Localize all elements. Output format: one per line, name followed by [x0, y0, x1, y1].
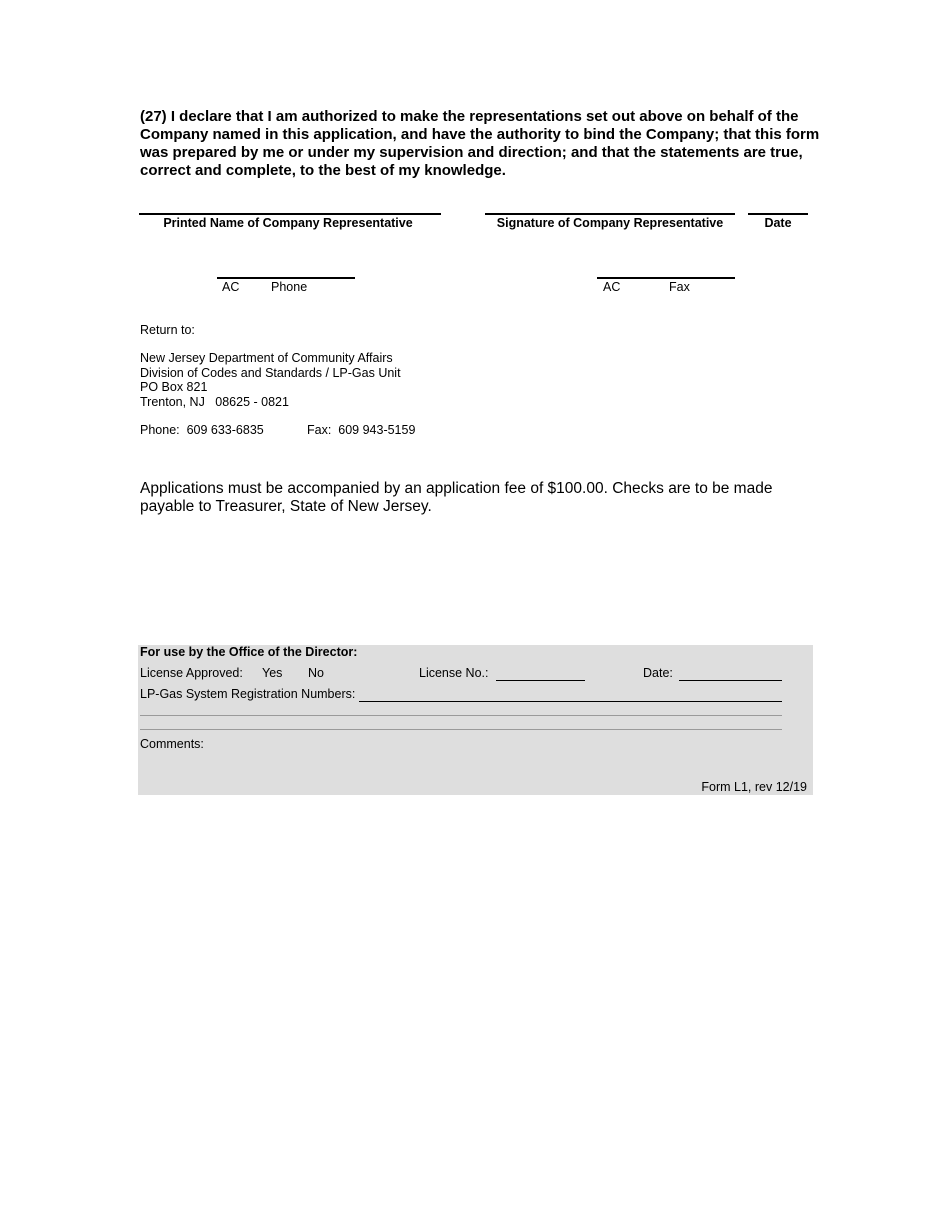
fee-notice: Applications must be accompanied by an application fee of $100.00. Checks are to be made payable to Treasurer, State of New Jersey. — [140, 480, 773, 515]
date-label: Date — [764, 216, 792, 230]
phone-line[interactable] — [217, 277, 355, 279]
address-line-1: New Jersey Department of Community Affairs — [140, 351, 393, 365]
address-line-4: Trenton, NJ 08625 - 0821 — [140, 394, 289, 409]
registration-numbers-line-2[interactable] — [140, 715, 782, 716]
phone-ac-label: AC — [222, 280, 240, 294]
office-use-box — [138, 645, 813, 795]
no-option[interactable]: No — [308, 666, 324, 680]
license-no-label: License No.: — [419, 666, 489, 680]
office-use-heading: For use by the Office of the Director: — [140, 645, 358, 659]
registration-numbers-line-3[interactable] — [140, 729, 782, 730]
declaration-statement: (27) I declare that I am authorized to make the representations set out above on behalf of the Company named in this application, and have the authority to bind the Company; that this form was prepared by me or under my supervision and direction; and that the statements are true, correct and complete, to the best of my knowledge. — [140, 108, 820, 179]
printed-name-line[interactable] — [139, 213, 441, 215]
return-to-label: Return to: — [140, 323, 195, 337]
license-no-field[interactable] — [496, 680, 585, 681]
form-revision-id: Form L1, rev 12/19 — [701, 780, 807, 794]
registration-numbers-field[interactable] — [359, 701, 782, 702]
printed-name-label: Printed Name of Company Representative — [163, 216, 413, 230]
signature-label: Signature of Company Representative — [496, 216, 724, 230]
mailing-address — [140, 351, 401, 409]
signature-line[interactable] — [485, 213, 735, 215]
comments-label: Comments: — [140, 737, 204, 751]
license-approved-label: License Approved: — [140, 666, 243, 680]
registration-numbers-label: LP-Gas System Registration Numbers: — [140, 687, 356, 701]
contact-phone: Phone: 609 633-6835 — [140, 423, 264, 437]
fax-label: Fax — [669, 280, 690, 294]
yes-option[interactable]: Yes — [262, 666, 283, 680]
phone-label: Phone — [271, 280, 308, 294]
date-line[interactable] — [748, 213, 808, 215]
fax-ac-label: AC — [603, 280, 621, 294]
office-date-field[interactable] — [679, 680, 782, 681]
office-date-label: Date: — [643, 666, 673, 680]
contact-fax: Fax: 609 943-5159 — [307, 423, 416, 437]
address-line-3: PO Box 821 — [140, 380, 208, 394]
fax-line[interactable] — [597, 277, 735, 279]
address-line-2: Division of Codes and Standards / LP-Gas Unit — [140, 365, 401, 380]
